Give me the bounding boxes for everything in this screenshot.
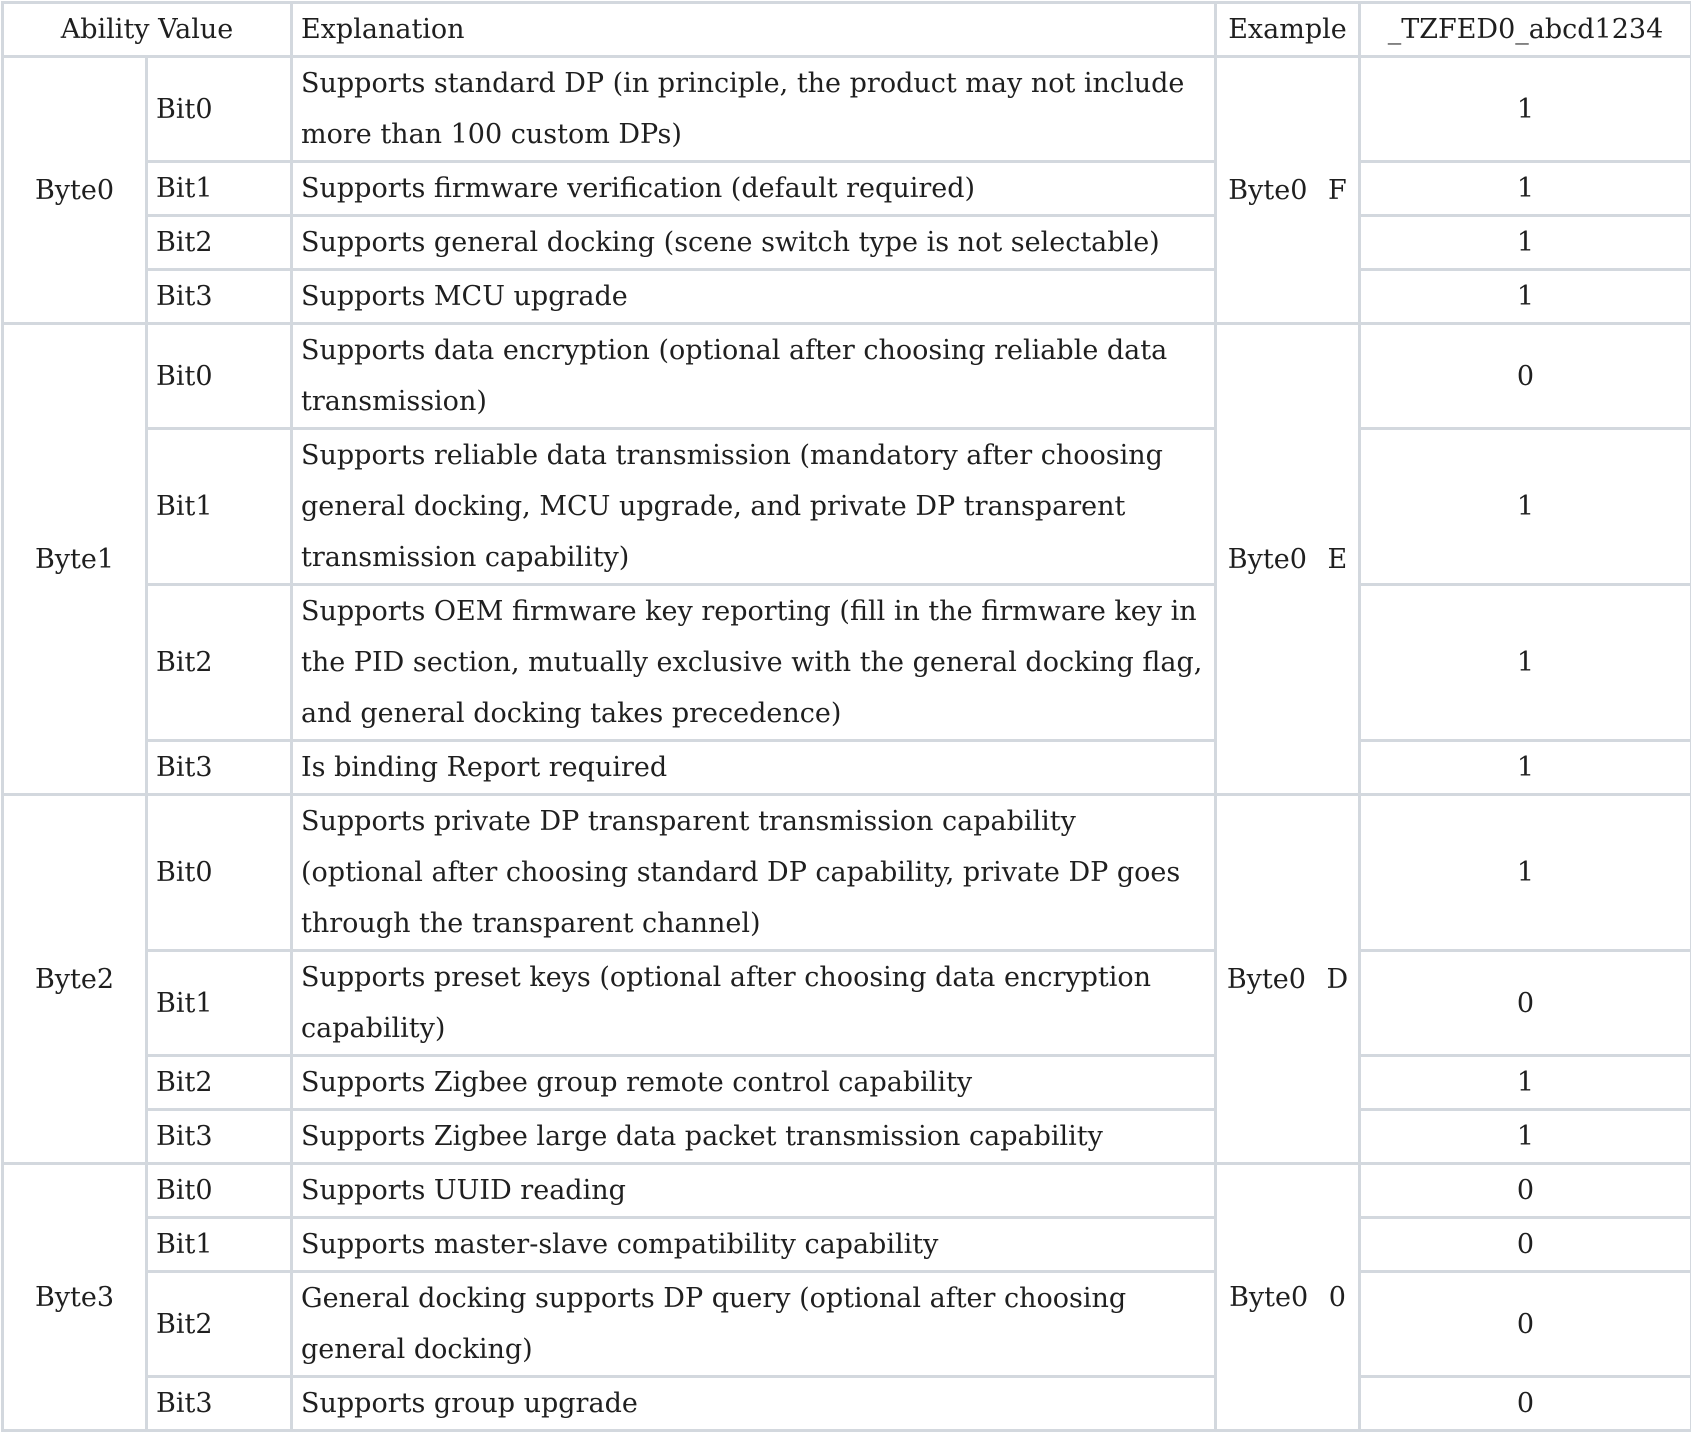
table-row [3, 324, 1691, 429]
example-cell: Byte0 E [1216, 324, 1360, 795]
value-cell: 0 [1360, 1272, 1691, 1377]
explanation-cell: Supports preset keys (optional after choosing data encryption capability) [292, 951, 1216, 1056]
bit-label: Bit2 [147, 1056, 292, 1110]
bit-label: Bit3 [147, 741, 292, 795]
bit-label: Bit2 [147, 216, 292, 270]
value-cell: 1 [1360, 741, 1691, 795]
bit-label: Bit3 [147, 1377, 292, 1431]
value-cell: 0 [1360, 324, 1691, 429]
table-row [3, 585, 1691, 741]
explanation-cell: Supports reliable data transmission (mandatory after choosing general docking, MCU upgrade, and private DP transparent transmission capability) [292, 429, 1216, 585]
bit-label: Bit0 [147, 1164, 292, 1218]
byte-label: Byte1 [3, 324, 147, 795]
bit-label: Bit0 [147, 57, 292, 162]
table-row [3, 162, 1691, 216]
table-row [3, 1272, 1691, 1377]
value-cell: 1 [1360, 270, 1691, 324]
value-cell: 1 [1360, 162, 1691, 216]
bit-label: Bit2 [147, 1272, 292, 1377]
byte-label: Byte0 [3, 57, 147, 324]
header-row [3, 3, 1691, 57]
byte-label: Byte2 [3, 795, 147, 1164]
value-cell: 1 [1360, 57, 1691, 162]
explanation-cell: Supports general docking (scene switch type is not selectable) [292, 216, 1216, 270]
value-cell: 0 [1360, 951, 1691, 1056]
explanation-cell: Supports UUID reading [292, 1164, 1216, 1218]
explanation-cell: General docking supports DP query (optional after choosing general docking) [292, 1272, 1216, 1377]
example-cell: Byte0 0 [1216, 1164, 1360, 1431]
table-row [3, 1377, 1691, 1431]
bit-label: Bit1 [147, 162, 292, 216]
header-ability-value: Ability Value [3, 3, 292, 57]
table-row [3, 1218, 1691, 1272]
example-cell: Byte0 D [1216, 795, 1360, 1164]
value-cell: 0 [1360, 1377, 1691, 1431]
explanation-cell: Supports OEM firmware key reporting (fill in the firmware key in the PID section, mutually exclusive with the general docking flag, and general docking takes precedence) [292, 585, 1216, 741]
table-row [3, 795, 1691, 951]
table-row [3, 429, 1691, 585]
value-cell: 1 [1360, 585, 1691, 741]
explanation-cell: Supports group upgrade [292, 1377, 1216, 1431]
value-cell: 1 [1360, 1056, 1691, 1110]
table-row [3, 1056, 1691, 1110]
bit-label: Bit1 [147, 951, 292, 1056]
explanation-cell: Supports Zigbee large data packet transmission capability [292, 1110, 1216, 1164]
table-row [3, 1164, 1691, 1218]
explanation-cell: Supports MCU upgrade [292, 270, 1216, 324]
explanation-cell: Is binding Report required [292, 741, 1216, 795]
table-row [3, 1110, 1691, 1164]
explanation-cell: Supports standard DP (in principle, the product may not include more than 100 custom DPs) [292, 57, 1216, 162]
value-cell: 1 [1360, 429, 1691, 585]
header-example: Example [1216, 3, 1360, 57]
value-cell: 0 [1360, 1164, 1691, 1218]
explanation-cell: Supports firmware verification (default required) [292, 162, 1216, 216]
explanation-cell: Supports Zigbee group remote control capability [292, 1056, 1216, 1110]
bit-label: Bit3 [147, 270, 292, 324]
explanation-cell: Supports private DP transparent transmission capability (optional after choosing standard DP capability, private DP goes through the transparent channel) [292, 795, 1216, 951]
bit-label: Bit1 [147, 429, 292, 585]
value-cell: 1 [1360, 795, 1691, 951]
bit-label: Bit0 [147, 795, 292, 951]
table-row [3, 270, 1691, 324]
example-cell: Byte0 F [1216, 57, 1360, 324]
header-explanation: Explanation [292, 3, 1216, 57]
byte-label: Byte3 [3, 1164, 147, 1431]
value-cell: 1 [1360, 216, 1691, 270]
table-row [3, 951, 1691, 1056]
bit-label: Bit1 [147, 1218, 292, 1272]
header-value-column: _TZFED0_abcd1234 [1360, 3, 1691, 57]
explanation-cell: Supports master-slave compatibility capability [292, 1218, 1216, 1272]
explanation-cell: Supports data encryption (optional after choosing reliable data transmission) [292, 324, 1216, 429]
value-cell: 1 [1360, 1110, 1691, 1164]
bit-label: Bit0 [147, 324, 292, 429]
bit-label: Bit2 [147, 585, 292, 741]
ability-value-table [1, 1, 1691, 1432]
table-row [3, 216, 1691, 270]
value-cell: 0 [1360, 1218, 1691, 1272]
bit-label: Bit3 [147, 1110, 292, 1164]
table-row [3, 57, 1691, 162]
table-row [3, 741, 1691, 795]
